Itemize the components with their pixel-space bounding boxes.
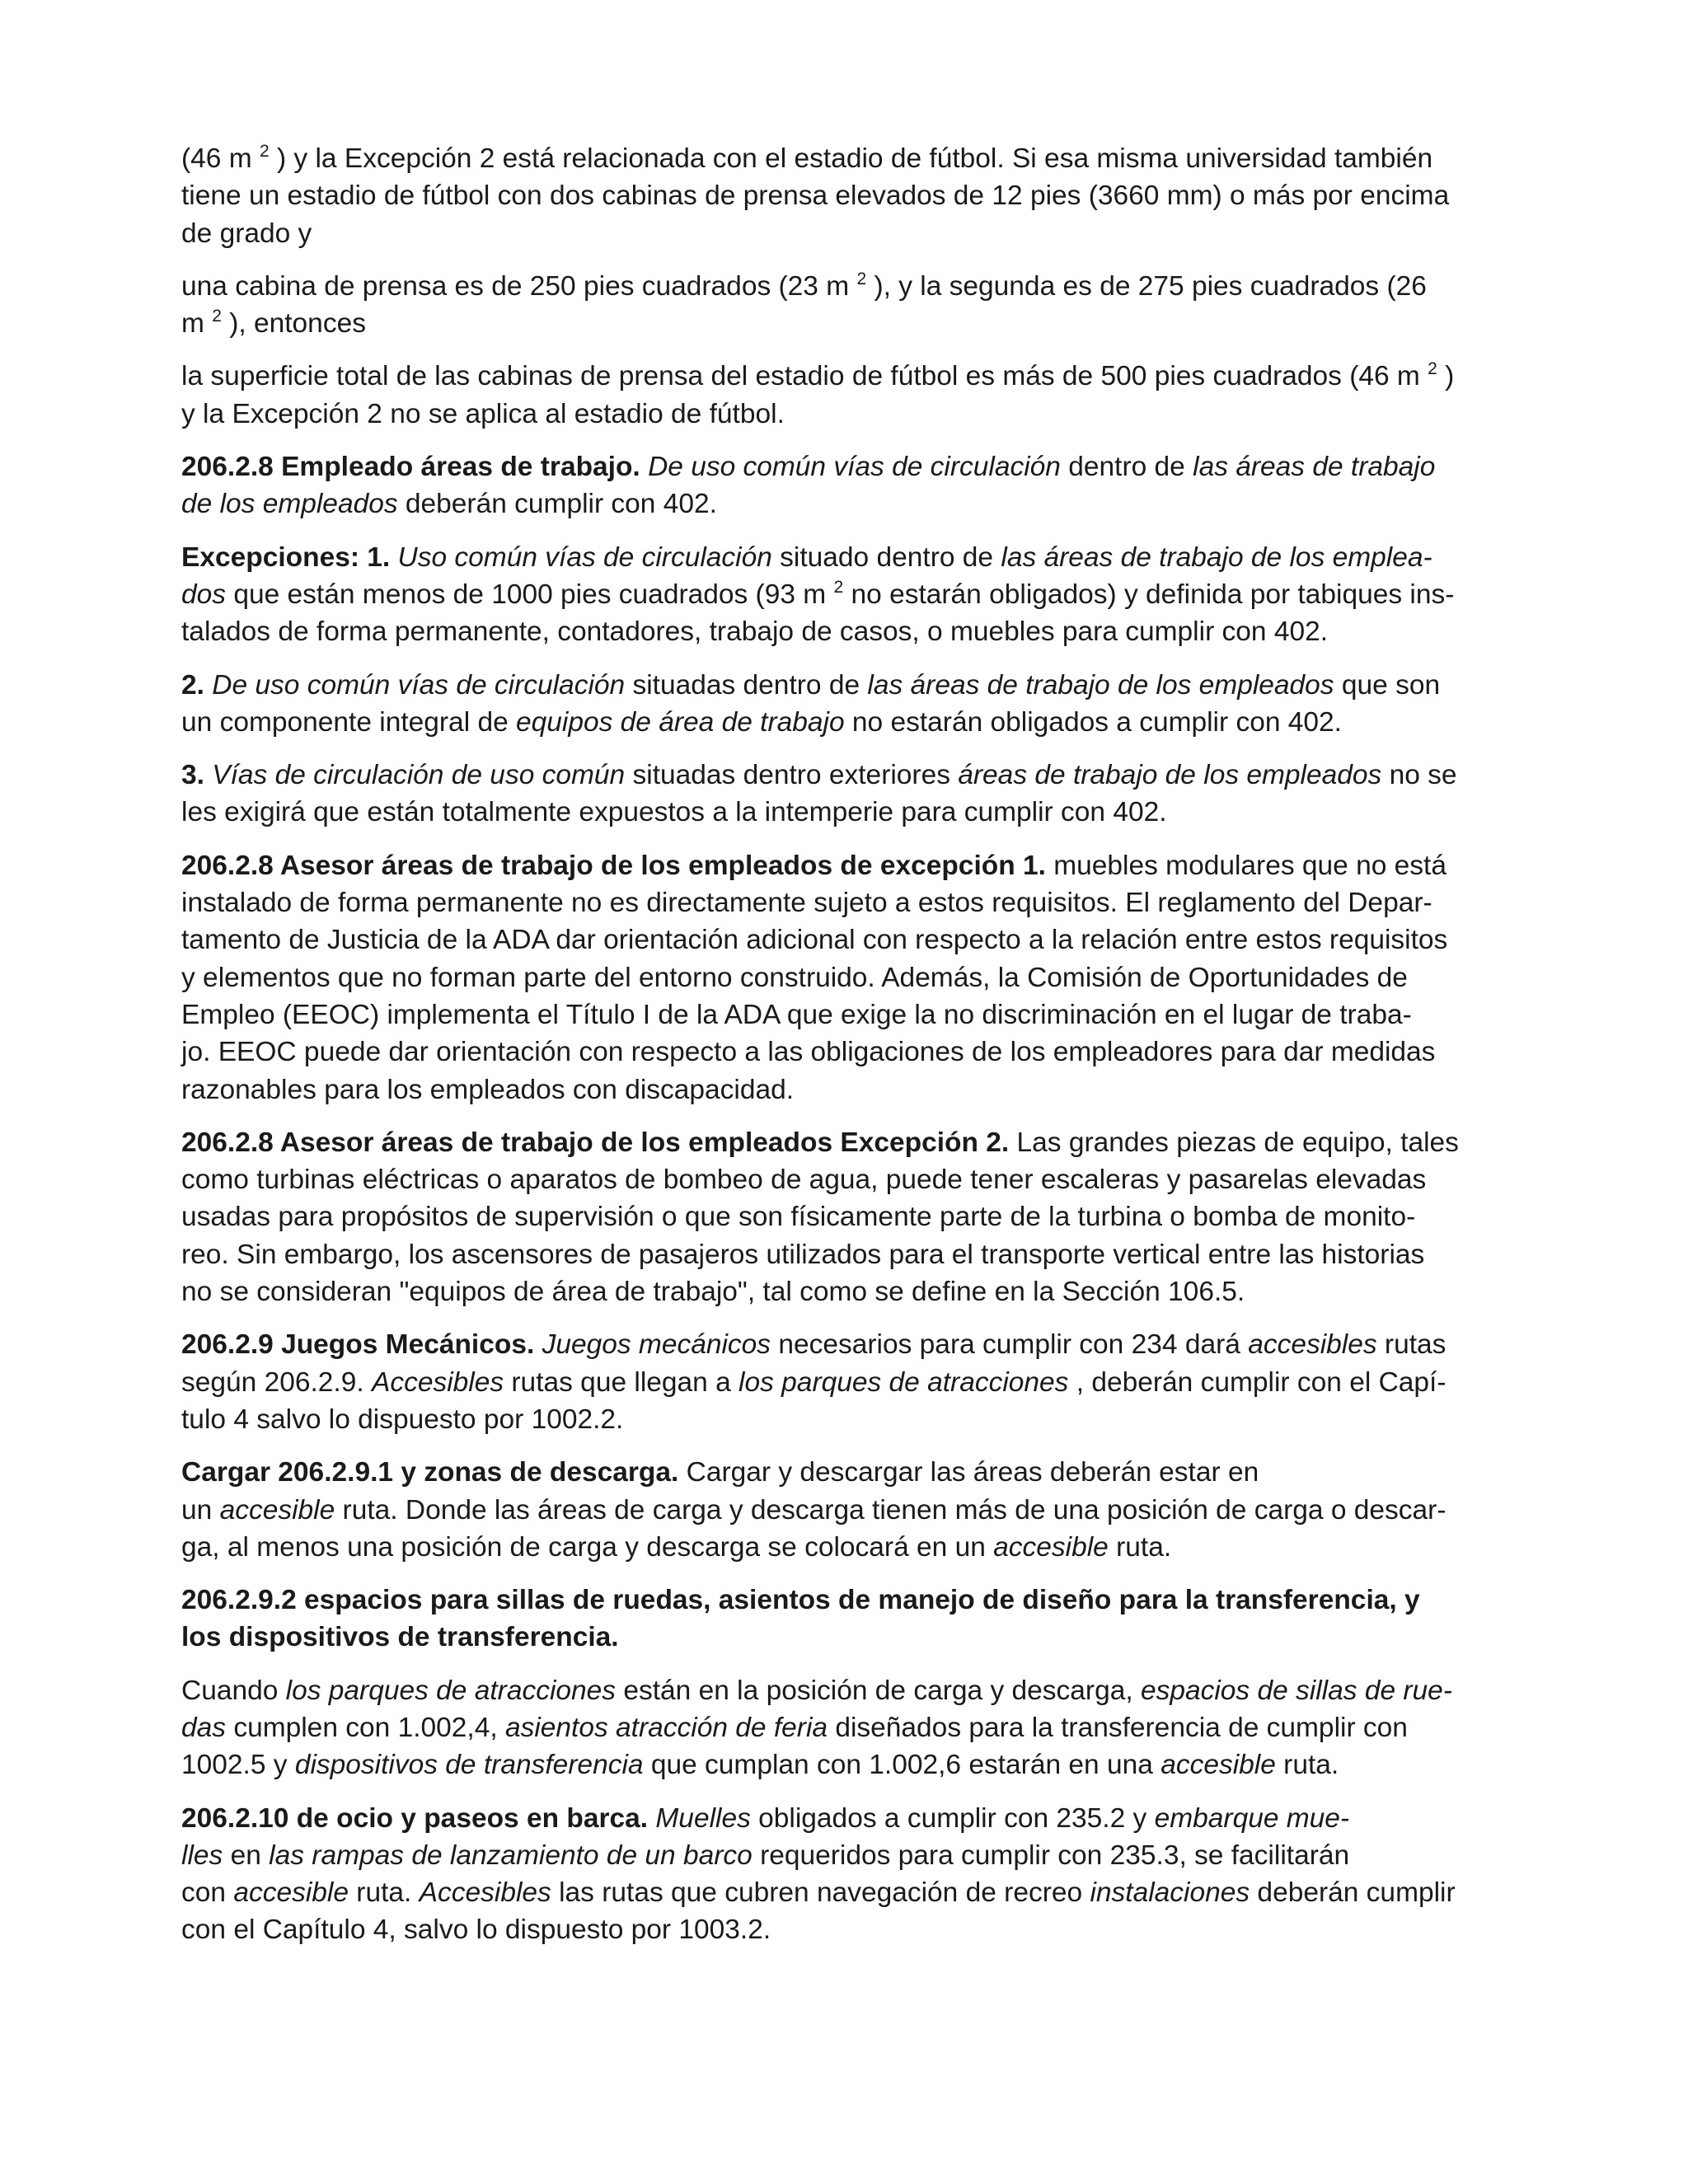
italic-text: accesible bbox=[993, 1531, 1109, 1563]
text-run: 1002.5 y bbox=[181, 1750, 295, 1781]
text-run: un componente integral de bbox=[181, 706, 517, 738]
text-run: con bbox=[181, 1877, 234, 1909]
text-run: reo. Sin embargo, los ascensores de pasajeros utilizados para el transporte vertical entre las historias bbox=[181, 1239, 1425, 1270]
text-run: tulo 4 salvo lo dispuesto por 1002.2. bbox=[181, 1404, 624, 1435]
italic-text: dispositivos de transferencia bbox=[294, 1750, 644, 1781]
bold-text: Cargar 206.2.9.1 y zonas de descarga. bbox=[181, 1457, 679, 1488]
text-run: obligados a cumplir con 235.2 y bbox=[750, 1802, 1155, 1834]
text-run: ) bbox=[1437, 361, 1455, 392]
text-run: tamento de Justicia de la ADA dar orientación adicional con respecto a la relación entre estos requisitos bbox=[181, 925, 1448, 956]
text-run: están en la posición de carga y descarga, bbox=[616, 1675, 1141, 1706]
bold-text: 3. bbox=[181, 760, 204, 791]
italic-text: áreas de trabajo de los empleados bbox=[958, 760, 1382, 791]
text-run: m bbox=[181, 308, 213, 340]
bold-text: 206.2.10 de ocio y paseos en barca. bbox=[181, 1802, 649, 1834]
text-run: requeridos para cumplir con 235.3, se facilitarán bbox=[752, 1840, 1350, 1871]
text-run bbox=[204, 670, 212, 701]
italic-text: los parques de atracciones bbox=[285, 1675, 617, 1706]
text-run: que están menos de 1000 pies cuadrados (93 m bbox=[226, 579, 834, 610]
paragraph bbox=[181, 847, 1500, 1108]
text-run: ) y la Excepción 2 está relacionada con el estadio de fútbol. Si esa misma universidad también bbox=[269, 143, 1433, 174]
italic-text: Uso común vías de circulación bbox=[397, 541, 772, 573]
text-run: que cumplan con 1.002,6 estarán en una bbox=[643, 1750, 1161, 1781]
italic-text: De uso común vías de circulación bbox=[212, 669, 626, 701]
text-run: ruta. bbox=[349, 1877, 420, 1909]
text-run: , deberán cumplir con el Capí- bbox=[1068, 1366, 1447, 1398]
italic-text: das bbox=[181, 1712, 227, 1743]
italic-text: Juegos mecánicos bbox=[542, 1329, 771, 1361]
paragraph bbox=[181, 539, 1500, 651]
italic-text: accesible bbox=[233, 1877, 349, 1909]
italic-text: Accesibles bbox=[371, 1366, 504, 1398]
paragraph bbox=[181, 1454, 1500, 1566]
italic-text: Accesibles bbox=[419, 1877, 551, 1909]
text-run: en bbox=[223, 1840, 270, 1871]
text-run: muebles modulares que no está bbox=[1045, 850, 1447, 881]
bold-text: 206.2.8 Empleado áreas de trabajo. bbox=[181, 452, 640, 483]
italic-text: embarque mue- bbox=[1154, 1802, 1350, 1834]
text-run: rutas bbox=[1376, 1329, 1447, 1361]
text-run: ), entonces bbox=[221, 308, 366, 340]
paragraph bbox=[181, 140, 1500, 252]
bold-text: 206.2.8 Asesor áreas de trabajo de los empleados Excepción 2. bbox=[181, 1127, 1010, 1158]
text-run: les exigirá que están totalmente expuestos a la intemperie para cumplir con 402. bbox=[181, 797, 1167, 828]
italic-text: dos bbox=[181, 579, 227, 610]
text-run: ruta. bbox=[1275, 1750, 1339, 1781]
text-run: Empleo (EEOC) implementa el Título I de la ADA que exige la no discriminación en el lugar de traba- bbox=[181, 999, 1412, 1030]
text-run: y elementos que no forman parte del entorno construido. Además, la Comisión de Oportunidades de bbox=[181, 962, 1408, 993]
text-run: no se bbox=[1381, 760, 1457, 791]
text-run bbox=[640, 452, 648, 482]
italic-text: espacios de sillas de rue- bbox=[1140, 1675, 1452, 1706]
text-run: no estarán obligados) y definida por tabiques ins- bbox=[843, 579, 1455, 610]
text-run: y la Excepción 2 no se aplica al estadio de fútbol. bbox=[181, 398, 785, 429]
italic-text: asientos atracción de feria bbox=[504, 1712, 828, 1743]
text-run: razonables para los empleados con discapacidad. bbox=[181, 1074, 795, 1105]
text-run: Cuando bbox=[181, 1675, 286, 1706]
text-run: la superficie total de las cabinas de prensa del estadio de fútbol es más de 500 pies cuadrados (46 m bbox=[181, 361, 1428, 392]
bold-text: los dispositivos de transferencia. bbox=[181, 1622, 619, 1653]
text-run: situado dentro de bbox=[771, 541, 1001, 573]
bold-text: Excepciones: 1. bbox=[181, 541, 391, 573]
text-run: jo. EEOC puede dar orientación con respecto a las obligaciones de los empleadores para dar medidas bbox=[181, 1037, 1436, 1068]
text-run: instalado de forma permanente no es directamente sujeto a estos requisitos. El reglamento del Depar- bbox=[181, 888, 1432, 919]
text-run: de grado y bbox=[181, 218, 312, 249]
italic-text: De uso común vías de circulación bbox=[648, 452, 1061, 483]
text-run: deberán cumplir bbox=[1250, 1877, 1456, 1909]
text-run: con el Capítulo 4, salvo lo dispuesto por 1003.2. bbox=[181, 1915, 771, 1946]
text-run: cumplen con 1.002,4, bbox=[226, 1712, 505, 1743]
italic-text: de los empleados bbox=[181, 489, 398, 520]
text-run: ), y la segunda es de 275 pies cuadrados (26 bbox=[866, 270, 1427, 302]
bold-text: 2. bbox=[181, 669, 204, 701]
text-run: las rutas que cubren navegación de recreo bbox=[551, 1877, 1090, 1909]
paragraph bbox=[181, 1800, 1500, 1949]
text-run bbox=[390, 542, 397, 573]
text-run bbox=[534, 1329, 542, 1360]
text-run: tiene un estadio de fútbol con dos cabinas de prensa elevados de 12 pies (3660 mm) o más por encima bbox=[181, 180, 1450, 212]
text-run: ruta. Donde las áreas de carga y descarga tienen más de una posición de carga o descar- bbox=[335, 1494, 1447, 1526]
superscript: 2 bbox=[259, 142, 270, 161]
text-run: situadas dentro de bbox=[625, 669, 868, 701]
superscript: 2 bbox=[212, 307, 222, 326]
text-run: dentro de bbox=[1060, 452, 1193, 483]
paragraph bbox=[181, 268, 1500, 343]
text-run: que son bbox=[1334, 669, 1441, 701]
text-run: ruta. bbox=[1108, 1531, 1172, 1563]
italic-text: instalaciones bbox=[1090, 1877, 1250, 1909]
italic-text: las rampas de lanzamiento de un barco bbox=[269, 1840, 753, 1871]
bold-text: 206.2.8 Asesor áreas de trabajo de los empleados de excepción 1. bbox=[181, 850, 1046, 881]
text-run: situadas dentro exteriores bbox=[625, 760, 959, 791]
paragraph bbox=[181, 1582, 1500, 1657]
paragraph bbox=[181, 1672, 1500, 1784]
bold-text: 206.2.9.2 espacios para sillas de ruedas, asientos de manejo de diseño para la transferencia, y bbox=[181, 1585, 1420, 1616]
text-run: según 206.2.9. bbox=[181, 1366, 372, 1398]
text-run: Las grandes piezas de equipo, tales bbox=[1009, 1127, 1459, 1158]
text-run: (46 m bbox=[181, 143, 260, 174]
italic-text: Muelles bbox=[655, 1802, 751, 1834]
text-run: diseñados para la transferencia de cumplir con bbox=[828, 1712, 1408, 1743]
text-run bbox=[648, 1803, 655, 1834]
paragraph bbox=[181, 1124, 1500, 1310]
text-run: ga, al menos una posición de carga y descarga se colocará en un bbox=[181, 1531, 994, 1563]
document-body bbox=[181, 140, 1500, 1965]
italic-text: las áreas de trabajo de los empleados bbox=[867, 669, 1334, 701]
italic-text: lles bbox=[181, 1840, 223, 1871]
italic-text: Vías de circulación de uso común bbox=[212, 760, 626, 791]
italic-text: equipos de área de trabajo bbox=[516, 706, 845, 738]
text-run: talados de forma permanente, contadores, trabajo de casos, o muebles para cumplir con 402. bbox=[181, 616, 1329, 648]
italic-text: accesible bbox=[219, 1494, 335, 1526]
italic-text: accesibles bbox=[1248, 1329, 1377, 1361]
paragraph bbox=[181, 1326, 1500, 1438]
paragraph bbox=[181, 448, 1500, 523]
text-run: un bbox=[181, 1494, 220, 1526]
italic-text: accesible bbox=[1160, 1750, 1276, 1781]
superscript: 2 bbox=[833, 577, 844, 597]
text-run: rutas que llegan a bbox=[504, 1366, 739, 1398]
italic-text: las áreas de trabajo de los emplea- bbox=[1001, 541, 1432, 573]
text-run: Cargar y descargar las áreas deberán estar en bbox=[678, 1457, 1259, 1488]
bold-text: 206.2.9 Juegos Mecánicos. bbox=[181, 1329, 535, 1361]
text-run: no estarán obligados a cumplir con 402. bbox=[844, 706, 1342, 738]
paragraph bbox=[181, 358, 1500, 433]
superscript: 2 bbox=[1428, 359, 1437, 379]
paragraph bbox=[181, 667, 1500, 742]
text-run: deberán cumplir con 402. bbox=[397, 489, 717, 520]
text-run: no se consideran "equipos de área de trabajo", tal como se define en la Sección 106.5. bbox=[181, 1277, 1245, 1308]
text-run: usadas para propósitos de supervisión o que son físicamente parte de la turbina o bomba de monito- bbox=[181, 1202, 1416, 1233]
paragraph bbox=[181, 757, 1500, 832]
text-run: como turbinas eléctricas o aparatos de bombeo de agua, puede tener escaleras y pasarelas elevadas bbox=[181, 1165, 1427, 1196]
superscript: 2 bbox=[856, 269, 867, 288]
italic-text: las áreas de trabajo bbox=[1193, 452, 1436, 483]
text-run: una cabina de prensa es de 250 pies cuadrados (23 m bbox=[181, 270, 857, 302]
text-run bbox=[204, 760, 212, 790]
text-run: necesarios para cumplir con 234 dará bbox=[771, 1329, 1249, 1361]
italic-text: los parques de atracciones bbox=[738, 1366, 1069, 1398]
